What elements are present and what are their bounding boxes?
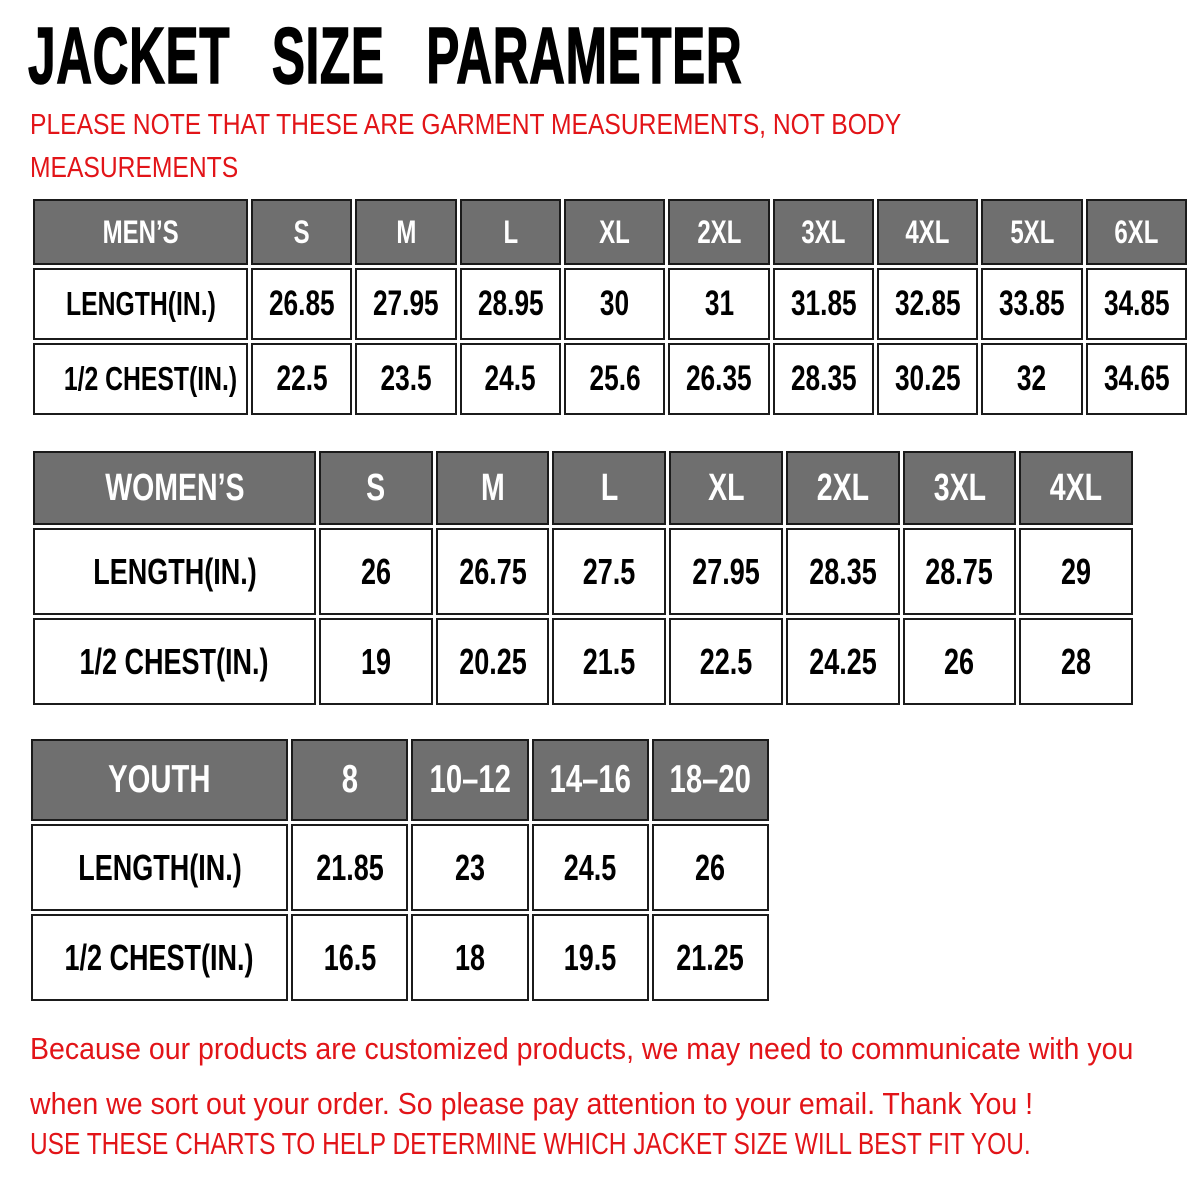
size-label: 8 (341, 758, 358, 801)
youth-header-row (31, 739, 769, 821)
mens-length-row (33, 268, 1187, 340)
size-value: 27.95 (692, 550, 760, 592)
youth-length-row (31, 824, 769, 911)
size-header-cell (877, 199, 978, 265)
size-value: 25.6 (589, 359, 641, 398)
size-value-cell (1019, 618, 1133, 705)
size-value: 27.5 (582, 550, 636, 592)
size-value-cell (981, 343, 1082, 415)
size-value: 30 (600, 284, 630, 323)
mens-table-title: MEN’S (102, 213, 179, 250)
size-value-cell (319, 618, 433, 705)
size-header-cell (319, 451, 433, 525)
size-header-cell (355, 199, 456, 265)
size-value: 32 (1017, 359, 1047, 398)
size-header-cell (669, 451, 783, 525)
customization-notice (30, 1024, 1200, 1134)
womens-size-table (30, 448, 1136, 708)
size-value-cell (552, 528, 666, 615)
row-label: 1/2 CHEST(IN.) (79, 640, 270, 682)
size-value: 28.35 (808, 550, 877, 592)
row-label-cell (33, 343, 248, 415)
size-label: 14–16 (549, 758, 631, 801)
size-value-cell (251, 268, 352, 340)
size-value: 26 (360, 550, 391, 592)
size-label: 4XL (1049, 466, 1103, 509)
size-value-cell (773, 268, 874, 340)
size-value: 26.35 (686, 359, 752, 398)
size-label: 2XL (816, 466, 869, 509)
mens-size-table (30, 196, 1190, 418)
size-value-cell (668, 343, 769, 415)
size-header-cell (532, 739, 649, 821)
size-header-cell (436, 451, 550, 525)
size-label: L (600, 466, 618, 509)
size-value: 28.95 (477, 284, 544, 323)
size-value: 26.75 (458, 550, 527, 592)
size-value: 19 (360, 640, 391, 682)
size-header-cell (291, 739, 408, 821)
row-label: 1/2 CHEST(IN.) (63, 360, 238, 397)
note-line-1: PLEASE NOTE THAT THESE ARE GARMENT MEASUREMENTS, NOT BODY (30, 109, 902, 141)
size-value-cell (532, 824, 649, 911)
row-label: LENGTH(IN.) (77, 846, 242, 888)
size-label: 4XL (905, 213, 950, 250)
size-value: 33.85 (999, 284, 1065, 323)
size-header-cell (251, 199, 352, 265)
size-value: 23 (454, 846, 485, 888)
row-label-cell (33, 268, 248, 340)
row-label: LENGTH(IN.) (92, 550, 257, 592)
size-value: 32.85 (894, 284, 961, 323)
size-value-cell (786, 618, 900, 705)
size-value: 31.85 (790, 284, 857, 323)
size-value-cell (436, 528, 550, 615)
size-value: 28.35 (790, 359, 857, 398)
size-value-cell (1019, 528, 1133, 615)
size-label: S (366, 466, 386, 509)
youth-size-table (28, 736, 772, 1004)
size-label: L (502, 213, 518, 250)
size-header-cell (652, 739, 769, 821)
size-value-cell (877, 268, 978, 340)
size-value-cell (460, 268, 561, 340)
mens-chest-row (33, 343, 1187, 415)
size-header-cell (1019, 451, 1133, 525)
size-value: 22.5 (276, 359, 328, 398)
size-value: 24.25 (808, 640, 877, 682)
size-value-cell (355, 343, 456, 415)
size-value: 34.65 (1103, 359, 1170, 398)
mens-header-row (33, 199, 1187, 265)
row-label-cell (33, 528, 316, 615)
size-value-cell (652, 824, 769, 911)
size-value: 16.5 (323, 936, 376, 978)
size-value: 29 (1061, 550, 1092, 592)
size-value: 26 (695, 846, 726, 888)
size-value-cell (291, 914, 408, 1001)
youth-chest-row (31, 914, 769, 1001)
size-value: 22.5 (699, 640, 753, 682)
size-value: 26 (944, 640, 975, 682)
womens-header-row (33, 451, 1133, 525)
size-value-cell (355, 268, 456, 340)
size-header-cell (460, 199, 561, 265)
womens-length-row (33, 528, 1133, 615)
size-value: 31 (704, 284, 734, 323)
footer-line-1: Because our products are customized products, we may need to communicate with you (30, 1031, 1134, 1066)
size-value: 24.5 (484, 359, 536, 398)
size-value-cell (564, 343, 665, 415)
size-header-cell (668, 199, 769, 265)
size-value: 18 (454, 936, 485, 978)
size-value-cell (669, 618, 783, 705)
size-value-cell (773, 343, 874, 415)
size-value-cell (1086, 343, 1187, 415)
womens-table-title: WOMEN’S (104, 466, 245, 509)
size-value-cell (411, 824, 528, 911)
chart-usage-advice (30, 1126, 1200, 1162)
size-value-cell (436, 618, 550, 705)
youth-table-title: YOUTH (108, 758, 211, 801)
size-header-cell (1086, 199, 1187, 265)
size-value-cell (460, 343, 561, 415)
note-line-2: MEASUREMENTS (30, 152, 239, 184)
size-value: 30.25 (894, 359, 961, 398)
size-value: 23.5 (380, 359, 432, 398)
youth-table-title-cell (31, 739, 288, 821)
size-value: 20.25 (458, 640, 527, 682)
size-label: 2XL (696, 213, 741, 250)
size-label: XL (707, 466, 745, 509)
size-value: 24.5 (563, 846, 617, 888)
size-value: 28.75 (925, 550, 994, 592)
size-value-cell (981, 268, 1082, 340)
size-label: M (395, 213, 416, 250)
size-label: 10–12 (429, 758, 511, 801)
size-label: M (480, 466, 505, 509)
size-header-cell (411, 739, 528, 821)
size-header-cell (773, 199, 874, 265)
size-value-cell (251, 343, 352, 415)
size-value: 21.85 (315, 846, 384, 888)
size-value: 28 (1061, 640, 1092, 682)
womens-chest-row (33, 618, 1133, 705)
size-header-cell (903, 451, 1017, 525)
size-value-cell (668, 268, 769, 340)
size-header-cell (981, 199, 1082, 265)
size-label: S (293, 213, 310, 250)
size-label: 6XL (1114, 213, 1159, 250)
page-title (28, 11, 1180, 100)
footer-line-2: when we sort out your order. So please pay attention to your email. Thank You ! (30, 1086, 1034, 1121)
size-value: 34.85 (1103, 284, 1170, 323)
row-label: LENGTH(IN.) (65, 285, 216, 322)
size-label: 5XL (1009, 213, 1054, 250)
mens-table-title-cell (33, 199, 248, 265)
size-header-cell (786, 451, 900, 525)
size-value-cell (786, 528, 900, 615)
size-value-cell (877, 343, 978, 415)
garment-measurement-note (30, 106, 1055, 192)
size-value: 21.25 (676, 936, 745, 978)
size-label: XL (599, 213, 630, 250)
size-value-cell (652, 914, 769, 1001)
row-label-cell (31, 914, 288, 1001)
chart-usage-advice-text: USE THESE CHARTS TO HELP DETERMINE WHICH JACKET SIZE WILL BEST FIT YOU. (30, 1126, 1031, 1161)
row-label-cell (33, 618, 316, 705)
size-header-cell (552, 451, 666, 525)
size-value-cell (903, 528, 1017, 615)
size-header-cell (564, 199, 665, 265)
size-value-cell (291, 824, 408, 911)
row-label: 1/2 CHEST(IN.) (64, 936, 255, 978)
size-value-cell (669, 528, 783, 615)
size-value-cell (319, 528, 433, 615)
row-label-cell (31, 824, 288, 911)
size-value: 27.95 (373, 284, 439, 323)
size-label: 18–20 (669, 758, 752, 801)
size-value-cell (564, 268, 665, 340)
size-value: 26.85 (268, 284, 335, 323)
size-value-cell (532, 914, 649, 1001)
size-value: 19.5 (563, 936, 617, 978)
size-label: 3XL (801, 213, 846, 250)
size-value-cell (552, 618, 666, 705)
page-title-text: JACKET SIZE PARAMETER (28, 11, 743, 100)
size-value-cell (903, 618, 1017, 705)
size-value-cell (1086, 268, 1187, 340)
size-label: 3XL (933, 466, 986, 509)
womens-table-title-cell (33, 451, 316, 525)
size-value-cell (411, 914, 528, 1001)
size-value: 21.5 (582, 640, 636, 682)
